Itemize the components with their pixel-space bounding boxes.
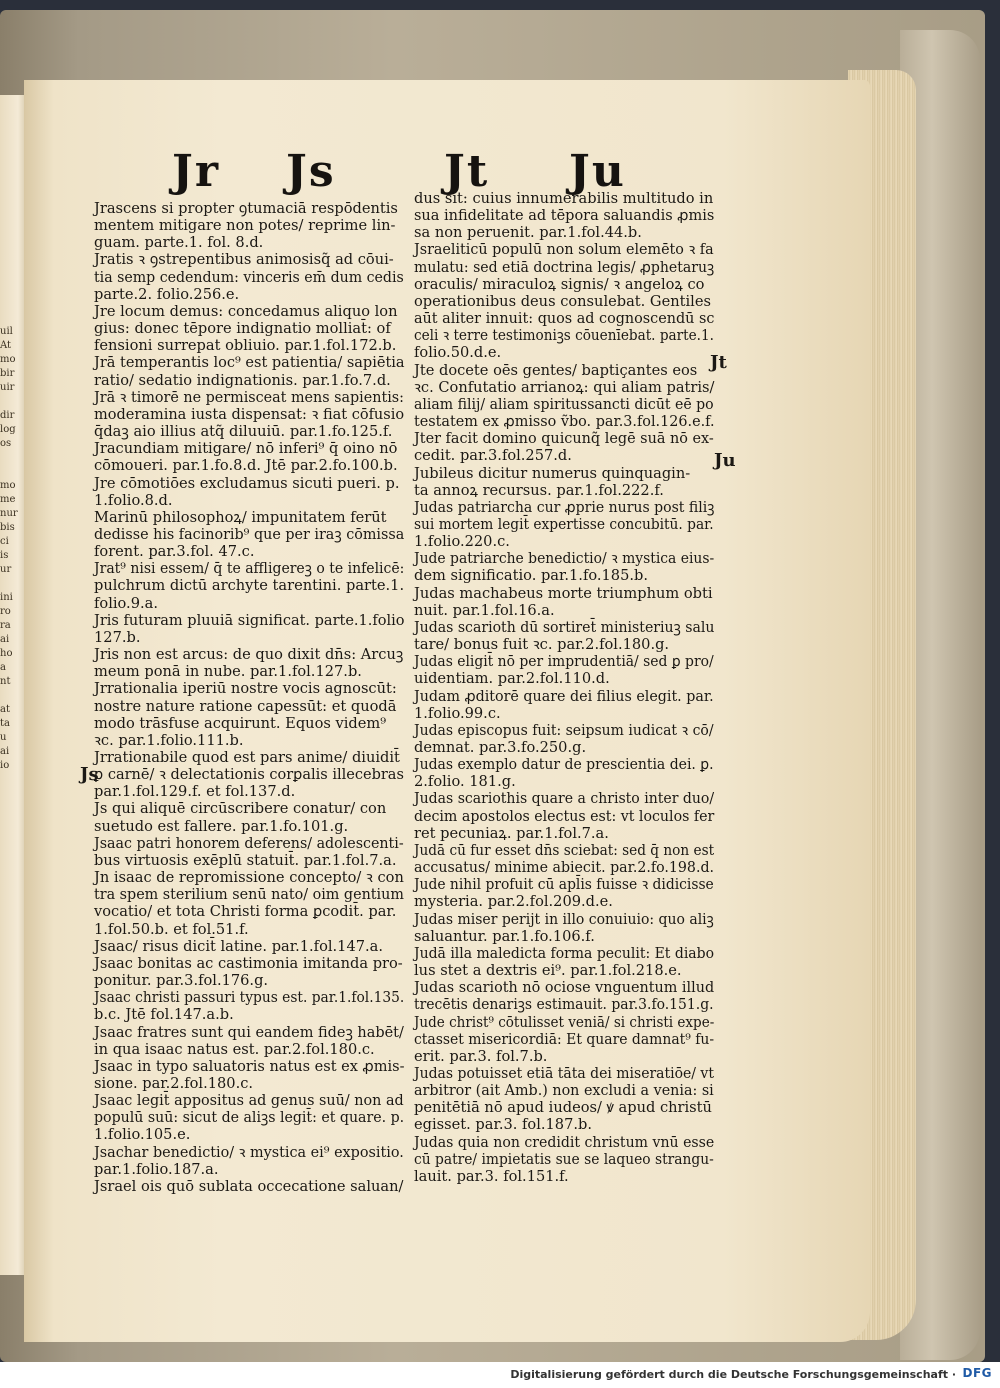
text-line: Jracundiam mitigare/ nō inferi⁹ q̄ oino nō — [94, 440, 398, 458]
text-line: dedisse his facinorib⁹ que per iraꝫ cōmissa — [94, 525, 405, 543]
text-line: testatem ex ꝓmisso ṽbo. par.3.fol.126.e.f. — [414, 413, 715, 431]
margin-note-it: Jt — [710, 352, 727, 373]
text-line: accusatus/ minime abiecit. par.2.fo.198.d. — [414, 859, 715, 877]
text-line: Judas quia non credidit christum vnū esse — [414, 1133, 715, 1151]
text-line: pulchrum dictū archyte tarentini. parte.1. — [94, 577, 405, 595]
text-line: Jrā ꝛ timorē ne permisceat mens sapientis: — [94, 388, 404, 406]
text-line: penitētiā nō apud iudeos/ ꝟ apud christū — [414, 1099, 712, 1117]
text-line: Judā cū fur esset dn̄s sciebat: sed q̄ non est — [414, 841, 715, 859]
text-line: Jsaac in typo saluatoris natus est ex ꝓmis- — [94, 1057, 405, 1075]
text-line: meum ponā in nube. par.1.fol.127.b. — [94, 663, 362, 681]
text-line: Jubileus dicitur numerus quinquagin- — [414, 464, 691, 482]
text-line: Judas scariothis quare a christo inter duo/ — [414, 790, 715, 808]
text-line: 1.folio.220.c. — [414, 533, 510, 551]
text-line: decim apostolos electus est: vt loculos fer — [414, 807, 715, 825]
book-page — [24, 80, 870, 1342]
text-line: vocatio/ et tota Christi forma ꝑcodit̄. par. — [94, 903, 397, 921]
text-line: Judam ꝓditorē quare dei filius elegit. par. — [414, 687, 714, 705]
text-line: modo trāsfuse acquirunt. Equos videm⁹ — [94, 714, 387, 732]
text-line: uidentiam. par.2.fol.110.d. — [414, 670, 610, 688]
text-line: q̄daꝫ aio illius atq̃ diluuiū. par.1.fo.125.f. — [94, 423, 393, 441]
text-line: Jude nihil profuit cū apl̄is fuisse ꝛ didicisse — [414, 876, 714, 894]
text-line: Judas potuisset etiā tāta dei miseratiōe/ vt — [414, 1064, 714, 1082]
text-line: guam. parte.1. fol. 8.d. — [94, 234, 264, 252]
text-line: Judas machabeus morte triumphum obti — [414, 584, 713, 602]
text-line: lauit. par.3. fol.151.f. — [414, 1167, 569, 1185]
right-column — [414, 190, 714, 1185]
text-line: 1.fol.50.b. et fol.51.f. — [94, 920, 249, 938]
text-line: Jsachar benedictio/ ꝛ mystica ei⁹ expositio. — [94, 1143, 404, 1161]
text-line: oraculis/ miraculoꝝ signis/ ꝛ angeloꝝ co — [414, 275, 705, 293]
text-line: Jrā temperantis loc⁹ est patientia/ sapiētia — [94, 354, 405, 372]
text-line: mentem mitigare non potes/ reprime lin- — [94, 217, 396, 235]
text-line: egisset. par.3. fol.187.b. — [414, 1116, 592, 1134]
text-line: in qua isaac natus est. par.2.fol.180.c. — [94, 1040, 375, 1058]
header-is: Js — [286, 146, 336, 197]
text-line: Jsaac christi passuri typus est. par.1.fol.135. — [94, 989, 405, 1007]
text-line: Marinū philosophoꝝ/ impunitatem ferūt — [94, 508, 387, 526]
text-line: demnat. par.3.fo.250.g. — [414, 739, 587, 756]
text-line: par.1.folio.187.a. — [94, 1160, 219, 1178]
text-line: aūt aliter innuit: quos ad cognoscendū sc — [414, 310, 715, 328]
text-line: celi ꝛ terre testimoniꝫs cōuenīebat. parte.1. — [414, 327, 714, 345]
text-line: folio.9.a. — [94, 594, 158, 612]
text-line: populū suū: sicut de aliꝫs legit̄: et quare. p. — [94, 1109, 405, 1127]
facing-page-text: uil At mo bir uir dir log os mo me nur bis ci is ur ini ro ra ai ho a nt at ta u ai io — [0, 326, 18, 771]
text-line: ꝛc. Confutatio arrianoꝝ: qui aliam patris/ — [414, 378, 715, 396]
text-line: tia semp cedendum: vinceris em̄ dum cedis — [94, 268, 404, 286]
text-line: lus stet a dextris ei⁹. par.1.fol.218.e. — [414, 962, 682, 980]
text-line: Jris non est arcus: de quo dixit dn̄s: Arcuꝫ — [94, 646, 404, 664]
text-line: gius: donec tēpore indignatio molliat̄: of — [94, 320, 391, 338]
text-line: cedit. par.3.fol.257.d. — [414, 447, 572, 465]
text-line: sui mortem legit̄ expertisse concubitū. par. — [414, 515, 714, 533]
dfg-logo: DFG — [962, 1366, 992, 1380]
margin-note-is: Js — [80, 764, 99, 785]
text-line: Jsaac patri honorem deferens/ adolescenti- — [94, 834, 404, 852]
text-line: Js qui aliquē circūscribere conatur/ con — [94, 800, 387, 818]
text-line: nostre nature ratione capessūt: et quodā — [94, 697, 397, 715]
text-line: cū patre/ impietatis sue se laqueo strangu- — [414, 1150, 714, 1168]
text-line: trecētis denariꝫs estimauit. par.3.fo.151.g. — [414, 996, 714, 1014]
text-line: Jsaac/ risus dicit̄ latine. par.1.fol.147.a. — [94, 937, 384, 955]
text-line: Jude christ⁹ cōtulisset veniā/ si christi expe- — [414, 1013, 715, 1031]
text-line: ratio/ sedatio indignationis. par.1.fo.7.d. — [94, 371, 391, 389]
text-line: aliam filij/ aliam spiritussancti dicūt eē po — [414, 395, 714, 413]
text-line: tare/ bonus fuit ꝛc. par.2.fol.180.g. — [414, 636, 670, 654]
text-line: Jsrael ois quō sublata occecatione saluan/ — [94, 1177, 404, 1195]
text-line: Judas scarioth dū sortiret̄ ministeriuꝫ salu — [414, 618, 715, 636]
text-line: 1.folio.8.d. — [94, 491, 173, 509]
text-line: cōmoueri. par.1.fo.8.d. Jtē par.2.fo.100.b. — [94, 457, 398, 475]
footer-credit: Digitalisierung gefördert durch die Deutsche Forschungsgemeinschaft · — [510, 1368, 956, 1381]
text-line: bus virtuosis exēplū statuit̄. par.1.fol.7.a. — [94, 851, 397, 869]
text-line: nuit. par.1.fol.16.a. — [414, 601, 555, 619]
text-line: Judā illa maledicta forma peculit: Et diabo — [414, 944, 715, 962]
text-line: forent. par.3.fol. 47.c. — [94, 543, 255, 561]
text-line: ctasset misericordiā: Et quare damnat⁹ fu- — [414, 1030, 715, 1048]
text-line: Judas exemplo datur de prescientia dei. ꝑ. — [414, 756, 714, 774]
text-line: 1.folio.99.c. — [414, 704, 501, 722]
text-line: erit. par.3. fol.7.b. — [414, 1047, 548, 1065]
text-line: Jsaac fratres sunt qui eandem fideꝫ habēt/ — [94, 1023, 404, 1041]
text-line: Judas patriarcha cur ꝓprie nurus post filiꝫ — [414, 498, 715, 516]
text-line: suetudo est fallere. par.1.fo.101.g. — [94, 817, 349, 835]
text-line: sa non peruenit. par.1.fol.44.b. — [414, 224, 642, 242]
text-line: Jter facit domino quicunq̃ legē suā nō ex- — [414, 430, 714, 448]
text-line: ꝑ carnē/ ꝛ delectationis corꝑalis illecebras — [94, 766, 404, 784]
text-line: moderamina iusta dispensat: ꝛ fiat cōfusio — [94, 405, 405, 423]
text-line: Jsaac legit̄ appositus ad genus suū/ non ad — [94, 1092, 404, 1110]
text-line: Jrat⁹ nisi essem/ q̄ te affligereꝫ o te infelicē: — [94, 560, 405, 578]
text-line: b.c. Jtē fol.147.a.b. — [94, 1006, 234, 1024]
text-line: 2.folio. 181.g. — [414, 773, 516, 791]
text-line: Jsraeliticū populū non solum elemēto ꝛ fa — [414, 241, 714, 259]
text-line: Jrascens si propter ꝯtumaciā respōdentis — [94, 200, 398, 217]
text-line: ta annoꝝ recursus. par.1.fol.222.f. — [414, 481, 664, 499]
text-line: sione. par.2.fol.180.c. — [94, 1074, 254, 1092]
text-line: Jude patriarche benedictio/ ꝛ mystica eius- — [414, 550, 715, 568]
text-line: Jrrationabile quod est pars anime/ diuidit̄ — [94, 749, 400, 766]
text-line: fensioni surrepat obliuio. par.1.fol.172.b. — [94, 337, 397, 355]
text-line: Jratis ꝛ ꝯstrepentibus animosisq̃ ad cōui- — [94, 251, 394, 269]
text-line: parte.2. folio.256.e. — [94, 285, 240, 303]
text-line: arbitror (ait Amb.) non excludi a venia: si — [414, 1082, 714, 1100]
text-line: Judas scarioth nō ociose vnguentum illud — [414, 979, 715, 997]
text-line: tra spem sterilium senū nato/ oim gentium — [94, 886, 404, 904]
text-line: Judas eligit̄ nō per imprudentiā/ sed ꝑ pro/ — [414, 653, 714, 671]
text-line: mysteria. par.2.fol.209.d.e. — [414, 893, 613, 911]
text-line: ꝛc. par.1.folio.111.b. — [94, 731, 244, 749]
margin-note-iu: Ju — [714, 450, 736, 471]
text-line: Jn isaac de repromissione concepto/ ꝛ con — [94, 869, 404, 887]
text-line: dus sit: cuius innumerabilis multitudo in — [414, 190, 714, 207]
text-line: Jre cōmotiōes excludamus sicuti pueri. p. — [94, 474, 400, 492]
text-line: saluantur. par.1.fo.106.f. — [414, 927, 595, 945]
text-line: Judas episcopus fuit: seipsum iudicat ꝛ cō/ — [414, 721, 714, 739]
text-line: Jris futuram pluuiā significat. parte.1.folio — [94, 611, 405, 629]
text-line: mulatu: sed etiā doctrina legis/ ꝓphetaruꝫ — [414, 258, 715, 276]
left-column — [94, 200, 404, 1195]
text-line: Jte docete oēs gentes/ baptiçantes eos — [414, 361, 698, 379]
text-line: 127.b. — [94, 628, 141, 646]
text-line: ponitur. par.3.fol.176.g. — [94, 972, 269, 990]
text-line: folio.50.d.e. — [414, 344, 502, 362]
footer-bar — [0, 1362, 1000, 1388]
text-line: Jrrationalia iperiū nostre vocis agnoscūt: — [94, 680, 397, 698]
text-line: 1.folio.105.e. — [94, 1126, 191, 1144]
header-ir: Jr — [172, 146, 220, 197]
text-line: dem significatio. par.1.fo.185.b. — [414, 567, 648, 585]
text-line: sua infidelitate ad tēpora saluandis ꝓmis — [414, 207, 715, 225]
text-line: Judas miser perijt in illo conuiuio: quo aliꝫ — [414, 910, 714, 928]
header-it: Jt — [444, 146, 490, 197]
text-line: operationibus deus consulebat. Gentiles — [414, 292, 711, 310]
text-line: par.1.fol.129.f. et fol.137.d. — [94, 783, 296, 801]
text-line: ret pecuniaꝝ. par.1.fol.7.a. — [414, 824, 609, 842]
header-iu: Ju — [569, 146, 626, 197]
text-line: Jre locum demus: concedamus aliquo lon — [94, 302, 398, 320]
text-line: Jsaac bonitas ac castimonia imitanda pro- — [94, 954, 403, 972]
